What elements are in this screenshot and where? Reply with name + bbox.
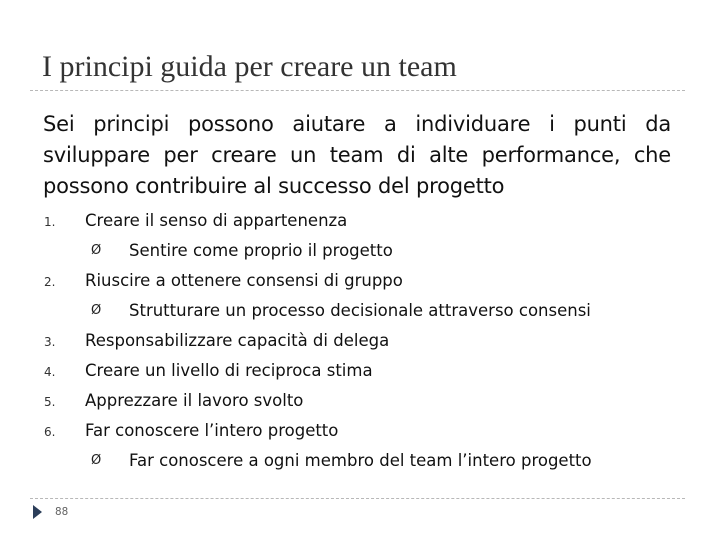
item-number: 6. (44, 425, 56, 439)
arrow-bullet-icon: Ø (91, 453, 102, 468)
list-item-5 (0, 386, 720, 416)
title-divider (30, 90, 685, 91)
item-number: 5. (44, 395, 56, 409)
item-text: Riuscire a ottenere consensi di gruppo (85, 271, 403, 290)
page-number: 88 (55, 505, 69, 518)
arrow-bullet-icon: Ø (91, 243, 102, 258)
slide-title: I principi guida per creare un team (42, 50, 457, 83)
list-item-1 (0, 206, 720, 236)
item-text: Creare il senso di appartenenza (85, 211, 348, 230)
item-text: Apprezzare il lavoro svolto (85, 391, 304, 410)
item-text: Far conoscere l’intero progetto (85, 421, 339, 440)
list-item-3 (0, 326, 720, 356)
sub-item-1 (0, 236, 720, 266)
footer-divider (30, 498, 685, 499)
sub-item-text: Sentire come proprio il progetto (129, 241, 393, 260)
item-number: 1. (44, 215, 56, 229)
item-number: 4. (44, 365, 56, 379)
sub-item-2 (0, 296, 720, 326)
item-text: Responsabilizzare capacità di delega (85, 331, 390, 350)
list-item-6 (0, 416, 720, 446)
item-number: 2. (44, 275, 56, 289)
intro-paragraph: Sei principi possono aiutare a individuare i punti da sviluppare per creare un team di alte performance, che possono contribuire al successo del progetto (43, 112, 671, 198)
list-item-4 (0, 356, 720, 386)
principles-list (0, 206, 720, 476)
sub-item-text: Far conoscere a ogni membro del team l’intero progetto (129, 451, 592, 470)
list-item-2 (0, 266, 720, 296)
arrow-bullet-icon: Ø (91, 303, 102, 318)
item-text: Creare un livello di reciproca stima (85, 361, 373, 380)
sub-item-6 (0, 446, 720, 476)
sub-item-text: Strutturare un processo decisionale attraverso consensi (129, 301, 591, 320)
triangle-marker-icon (33, 505, 42, 519)
item-number: 3. (44, 335, 56, 349)
